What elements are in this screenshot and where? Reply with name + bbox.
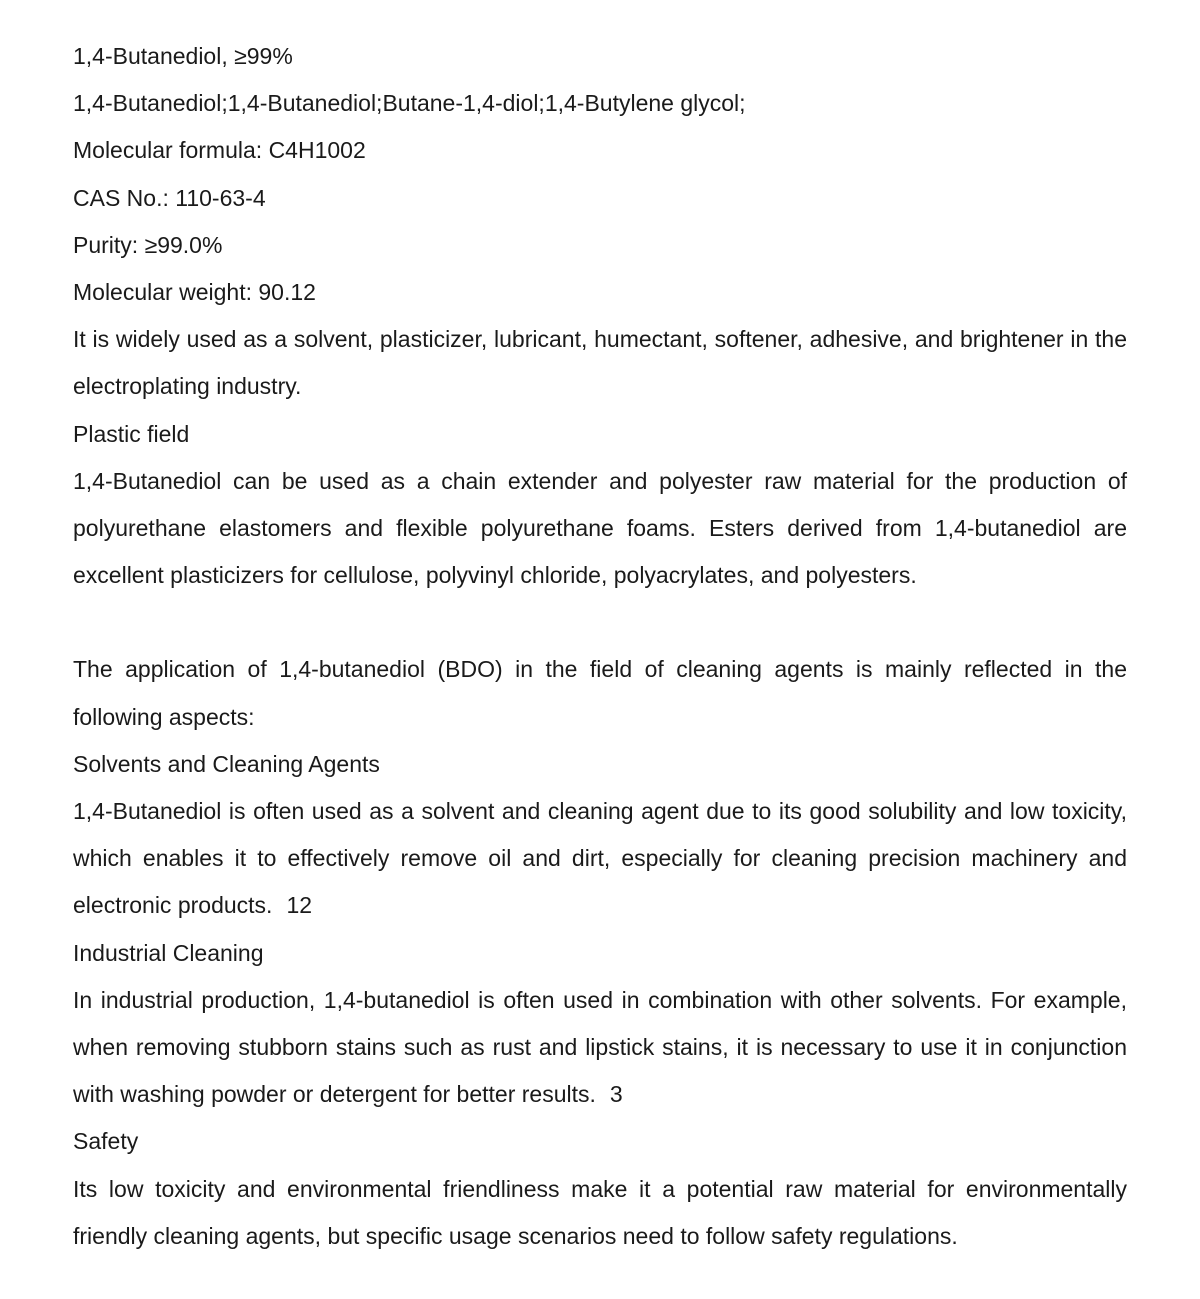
solvents-body: 1,4-Butanediol is often used as a solvent and cleaning agent due to its good solubility and low toxicity, which enables it to effectively remove oil and dirt, especially for cleaning precision machinery and electronic products. 12 [73,798,1127,919]
molecular-formula: Molecular formula: C4H1002 [73,137,366,164]
safety-heading: Safety [73,1128,139,1155]
paragraph-spacer [73,599,1127,646]
industrial-body: In industrial production, 1,4-butanediol is often used in combination with other solvents. For example, when removing stubborn stains such as rust and lipstick stains, it is necessary to use it in conjunction with washing powder or detergent for better results. 3 [73,986,1127,1108]
citation-ref: 12 [286,892,313,919]
solvents-heading: Solvents and Cleaning Agents [73,750,380,777]
cleaning-intro: The application of 1,4-butanediol (BDO) in the field of cleaning agents is mainly reflected in the following aspects: [73,656,1127,730]
plastic-body: 1,4-Butanediol can be used as a chain extender and polyester raw material for the production of polyurethane elastomers and flexible polyurethane foams. Esters derived from 1,4-butanediol are excellent plasticizers for cellulose, polyvinyl chloride, polyacrylates, and polyesters. [73,467,1127,589]
citation-ref: 3 [609,1081,623,1108]
molecular-weight: Molecular weight: 90.12 [73,279,316,306]
product-title: 1,4-Butanediol, ≥99% [73,43,293,69]
product-synonyms: 1,4-Butanediol;1,4-Butanediol;Butane-1,4-diol;1,4-Butylene glycol; [73,90,746,117]
industrial-heading: Industrial Cleaning [73,939,264,966]
safety-body: Its low toxicity and environmental friendliness make it a potential raw material for environmentally friendly cleaning agents, but specific usage scenarios need to follow safety regulations. [73,1175,1127,1249]
document-body [73,33,1127,1260]
usage-intro: It is widely used as a solvent, plasticizer, lubricant, humectant, softener, adhesive, and brightener in the electroplating industry. [73,326,1127,400]
plastic-heading: Plastic field [73,420,190,447]
purity: Purity: ≥99.0% [73,231,223,258]
cas-number: CAS No.: 110-63-4 [73,184,266,211]
